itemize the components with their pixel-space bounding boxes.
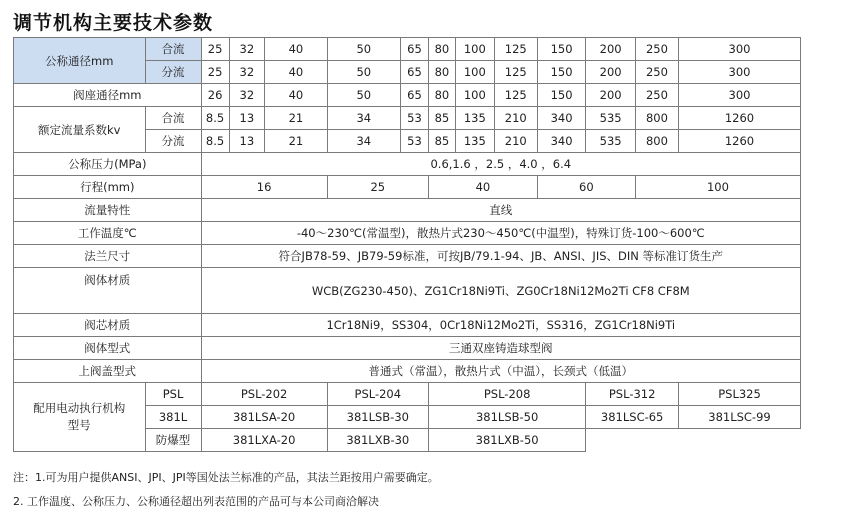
table-row: [14, 314, 801, 337]
page-title: 调节机构主要技术参数: [13, 12, 214, 34]
value-cell: 100: [635, 176, 800, 199]
value-cell: 1260: [679, 130, 801, 153]
value-cell: 25: [201, 38, 229, 61]
value-cell: 381LXB-50: [428, 429, 585, 452]
value-cell: 250: [635, 84, 678, 107]
sub-label-merge: 合流: [145, 107, 201, 130]
value-cell: 21: [265, 130, 328, 153]
sub-label-psl: PSL: [145, 383, 201, 406]
value-cell: 34: [327, 107, 400, 130]
row-label-flange: 法兰尺寸: [14, 245, 202, 268]
row-label-seat: 阀座通径mm: [14, 84, 202, 107]
value-cell: 1260: [679, 107, 801, 130]
value-cell: 535: [586, 107, 636, 130]
empty-cell: [586, 429, 801, 452]
row-label-actuator: 配用电动执行机构型号: [14, 383, 146, 452]
value-cell: 80: [428, 84, 455, 107]
row-label-body: 阀体材质: [14, 268, 202, 314]
value-cell: 0.6,1.6 ，2.5 ，4.0 ，6.4: [201, 153, 800, 176]
table-row: [14, 107, 801, 130]
value-cell: 381LSC-65: [586, 406, 679, 429]
sub-label-381l: 381L: [145, 406, 201, 429]
value-cell: 40: [265, 38, 328, 61]
sub-label-split: 分流: [145, 130, 201, 153]
value-cell: 100: [455, 84, 494, 107]
value-cell: 381LSC-99: [679, 406, 801, 429]
value-cell: 50: [327, 84, 400, 107]
value-cell: 100: [455, 61, 494, 84]
table-row: [14, 245, 801, 268]
table-row: [14, 176, 801, 199]
sub-label-split: 分流: [145, 61, 201, 84]
value-cell: 210: [494, 130, 537, 153]
row-label-pressure: 公称压力(MPa): [14, 153, 202, 176]
value-cell: 250: [635, 38, 678, 61]
value-cell: 32: [229, 38, 265, 61]
row-label-kv: 额定流量系数kv: [14, 107, 146, 153]
table-row: [14, 84, 801, 107]
value-cell: 普通式（常温），散热片式（中温），长颈式（低温）: [201, 360, 800, 383]
value-cell: 40: [265, 84, 328, 107]
value-cell: 300: [679, 61, 801, 84]
note-2: 2. 工作温度、公称压力、公称通径超出列表范围的产品可与本公司商洽解决: [13, 495, 379, 508]
value-cell: 16: [201, 176, 327, 199]
value-cell: 80: [428, 38, 455, 61]
row-label-nominal: 公称通径mm: [14, 38, 146, 84]
table-row: [14, 383, 801, 406]
value-cell: 21: [265, 107, 328, 130]
value-cell: 135: [455, 107, 494, 130]
value-cell: 381LSA-20: [201, 406, 327, 429]
value-cell: 381LSB-30: [327, 406, 428, 429]
value-cell: 150: [537, 84, 586, 107]
value-cell: 65: [400, 61, 428, 84]
value-cell: 150: [537, 38, 586, 61]
value-cell: 100: [455, 38, 494, 61]
value-cell: 40: [265, 61, 328, 84]
value-cell: PSL-208: [428, 383, 585, 406]
value-cell: 340: [537, 107, 586, 130]
value-cell: 125: [494, 38, 537, 61]
row-label-temp: 工作温度℃: [14, 222, 202, 245]
row-label-bonnet: 上阀盖型式: [14, 360, 202, 383]
value-cell: WCB(ZG230-450)、ZG1Cr18Ni9Ti、ZG0Cr18Ni12Mo2Ti CF8 CF8M: [201, 268, 800, 314]
value-cell: 50: [327, 61, 400, 84]
value-cell: 53: [400, 107, 428, 130]
value-cell: 135: [455, 130, 494, 153]
value-cell: 800: [635, 107, 678, 130]
value-cell: 85: [428, 107, 455, 130]
table-row: [14, 337, 801, 360]
value-cell: PSL-312: [586, 383, 679, 406]
table-row: [14, 38, 801, 61]
value-cell: 25: [327, 176, 428, 199]
value-cell: 85: [428, 130, 455, 153]
spec-table: [13, 37, 801, 452]
value-cell: PSL-204: [327, 383, 428, 406]
value-cell: PSL325: [679, 383, 801, 406]
value-cell: 40: [428, 176, 537, 199]
value-cell: 200: [586, 38, 636, 61]
row-label-core: 阀芯材质: [14, 314, 202, 337]
value-cell: 8.5: [201, 130, 229, 153]
value-cell: 直线: [201, 199, 800, 222]
value-cell: -40～230℃(常温型)，散热片式230～450℃(中温型)，特殊订货-100～600℃: [201, 222, 800, 245]
sub-label-explosion: 防爆型: [145, 429, 201, 452]
value-cell: 32: [229, 61, 265, 84]
value-cell: 60: [537, 176, 635, 199]
table-row: [14, 268, 801, 314]
value-cell: 200: [586, 61, 636, 84]
value-cell: 13: [229, 130, 265, 153]
table-row: [14, 153, 801, 176]
value-cell: 250: [635, 61, 678, 84]
value-cell: PSL-202: [201, 383, 327, 406]
value-cell: 34: [327, 130, 400, 153]
sub-label-merge: 合流: [145, 38, 201, 61]
value-cell: 800: [635, 130, 678, 153]
value-cell: 125: [494, 84, 537, 107]
value-cell: 25: [201, 61, 229, 84]
table-row: [14, 199, 801, 222]
row-label-bodytype: 阀体型式: [14, 337, 202, 360]
value-cell: 三通双座铸造球型阀: [201, 337, 800, 360]
value-cell: 65: [400, 84, 428, 107]
value-cell: 300: [679, 38, 801, 61]
value-cell: 535: [586, 130, 636, 153]
value-cell: 381LXA-20: [201, 429, 327, 452]
value-cell: 200: [586, 84, 636, 107]
value-cell: 65: [400, 38, 428, 61]
note-1: 注：1.可为用户提供ANSI、JPI、JPI等国处法兰标准的产品，其法兰距按用户需要确定。: [13, 471, 439, 484]
value-cell: 300: [679, 84, 801, 107]
value-cell: 8.5: [201, 107, 229, 130]
value-cell: 381LXB-30: [327, 429, 428, 452]
row-label-flow: 流量特性: [14, 199, 202, 222]
value-cell: 340: [537, 130, 586, 153]
value-cell: 32: [229, 84, 265, 107]
table-row: [14, 222, 801, 245]
row-label-stroke: 行程(mm): [14, 176, 202, 199]
value-cell: 210: [494, 107, 537, 130]
value-cell: 50: [327, 38, 400, 61]
value-cell: 125: [494, 61, 537, 84]
value-cell: 13: [229, 107, 265, 130]
value-cell: 150: [537, 61, 586, 84]
value-cell: 1Cr18Ni9，SS304，0Cr18Ni12Mo2Ti，SS316，ZG1Cr18Ni9Ti: [201, 314, 800, 337]
value-cell: 53: [400, 130, 428, 153]
value-cell: 26: [201, 84, 229, 107]
value-cell: 符合JB78-59、JB79-59标准，可按JB/79.1-94、JB、ANSI、JIS、DIN 等标准订货生产: [201, 245, 800, 268]
table-row: [14, 360, 801, 383]
value-cell: 381LSB-50: [428, 406, 585, 429]
value-cell: 80: [428, 61, 455, 84]
